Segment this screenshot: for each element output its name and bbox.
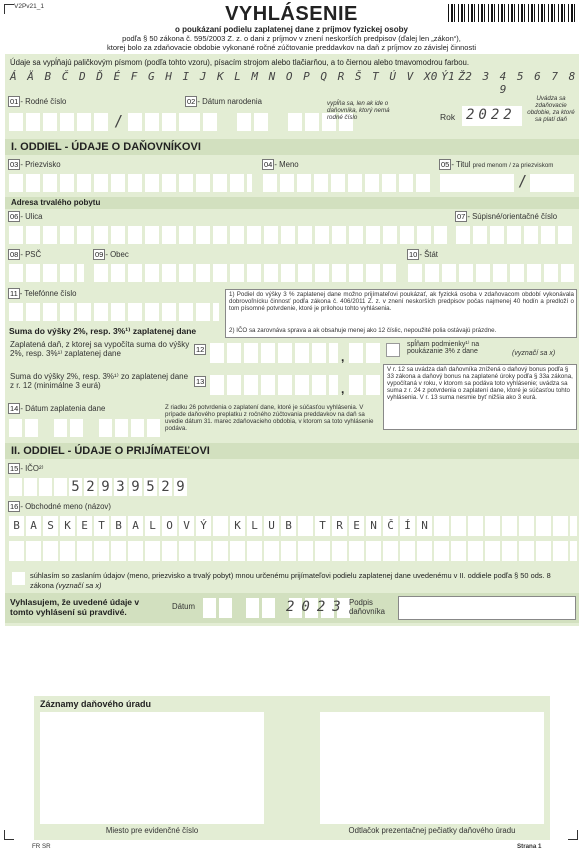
- company-name-char: N: [370, 519, 377, 532]
- address-title: Adresa trvalého pobytu: [5, 197, 579, 209]
- company-name-char: T: [98, 519, 105, 532]
- ico-digit-box[interactable]: 2: [159, 478, 172, 496]
- field-06-label: 06 - Ulica: [10, 212, 43, 221]
- company-name-char: Č: [387, 519, 394, 532]
- field-05-label: 05 - Titul pred menom / za priezviskom: [441, 160, 554, 169]
- field-04-label: 04 - Meno: [264, 160, 299, 169]
- surname-input[interactable]: [9, 174, 252, 192]
- ico-digit-box[interactable]: [39, 478, 52, 496]
- company-name-char: R: [336, 519, 343, 532]
- field-15-label: 15 - IČO²⁾: [10, 464, 44, 473]
- title-slash: /: [518, 172, 528, 190]
- ico-digit-box[interactable]: [9, 478, 22, 496]
- field-11-label: 11 - Telefónne číslo: [10, 289, 77, 298]
- ico-digit-box[interactable]: [54, 478, 67, 496]
- tax-paid-comma: ,: [341, 350, 345, 364]
- footer-left: FR SR: [32, 843, 51, 850]
- ico-digit-box[interactable]: 5: [144, 478, 157, 496]
- signature-label: Podpis daňovníka: [349, 598, 385, 616]
- sum-share-input[interactable]: [210, 375, 338, 395]
- ico-digit-box[interactable]: 3: [114, 478, 127, 496]
- payment-date-input[interactable]: [9, 419, 160, 437]
- field-09-label: 09 - Obec: [95, 250, 129, 259]
- three-percent-label: spĺňam podmienky¹⁾ na poukázanie 3% z dane: [407, 341, 480, 355]
- subtitle: o poukázaní podielu zaplatenej dane z príjmov fyzickej osoby: [175, 25, 408, 34]
- form-code: V2Pv21_1: [14, 3, 44, 10]
- barcode: [448, 4, 576, 22]
- sum-share-label: Suma do výšky 2%, resp. 3%¹⁾ zo zaplatenej dane z r. 12 (minimálne 3 eurá): [10, 372, 189, 390]
- registration-number-box[interactable]: [40, 712, 264, 824]
- company-name-char: B: [13, 519, 20, 532]
- footnote-2: 2) IČO sa zarovnáva sprava a ak obsahuje menej ako 12 číslic, nepoužité polia ostávajú prázdne.: [229, 327, 497, 334]
- company-name-char: L: [251, 519, 258, 532]
- company-name-char: E: [353, 519, 360, 532]
- footnote-1: 1) Podiel do výšky 3 % zaplatenej dane možno prijímateľovi poukázať, ak fyzická osoba v zdaňovacom období vykonávala dobrovoľnícku činnosť podľa zákona č. 406/2011 Z. z. v znení neskorších predpisov počas najmenej 40 hodín a predloží o tom písomné potvrdenie, ktoré je prílohou tohto vyhlásenia.: [229, 291, 574, 312]
- company-name-char: S: [47, 519, 54, 532]
- phone-input[interactable]: [9, 303, 219, 321]
- company-name-char: U: [268, 519, 275, 532]
- three-percent-checkbox[interactable]: [386, 343, 400, 357]
- company-name-char: Í: [404, 519, 411, 532]
- year-note: Uvádza sa zdaňovacie obdobie, za ktoré sa platí daň: [527, 95, 575, 123]
- ico-digit-box[interactable]: [24, 478, 37, 496]
- ico-digit-box[interactable]: 9: [129, 478, 142, 496]
- corner-mark-br: [568, 830, 578, 840]
- company-name-char: O: [166, 519, 173, 532]
- field-03-label: 03 - Priezvisko: [10, 160, 61, 169]
- field-12-number: 12: [196, 345, 205, 354]
- year-label: Rok: [440, 112, 456, 122]
- year-value: 2022: [466, 107, 516, 123]
- declaration-year: 2023: [286, 599, 348, 615]
- tax-paid-label: Zaplatená daň, z ktorej sa vypočíta suma do výšky 2%, resp. 3%¹⁾ zaplatenej dane: [10, 340, 190, 358]
- tax-paid-input[interactable]: [210, 343, 338, 363]
- company-name-char: A: [30, 519, 37, 532]
- sum-share-comma: ,: [341, 382, 345, 396]
- three-percent-note: (vyznačí sa x): [512, 350, 556, 357]
- birth-number-input-b[interactable]: [128, 113, 193, 131]
- consent-checkbox[interactable]: [12, 572, 25, 585]
- company-name-char: K: [234, 519, 241, 532]
- title-before-input[interactable]: [440, 174, 514, 192]
- office-title: Záznamy daňového úradu: [40, 699, 152, 709]
- first-name-input[interactable]: [263, 174, 430, 192]
- birth-number-slash: /: [114, 112, 124, 130]
- field-10-label: 10 - Štát: [409, 250, 438, 259]
- instructions-text: Údaje sa vypĺňajú paličkovým písmom (podľa tohto vzoru), písacím strojom alebo tlačiarňou, a to čiernou alebo tmavomodrou farbou.: [10, 58, 470, 67]
- declaration-text: Vyhlasujem, že uvedené údaje v tomto vyhlásení sú pravdivé.: [10, 597, 140, 617]
- sum-share-cents-input[interactable]: [349, 375, 380, 395]
- sample-digits: 0 1 2 3 4 5 6 7 8 9: [430, 70, 578, 96]
- footer-right: Strana 1: [517, 843, 542, 850]
- company-name-char: B: [115, 519, 122, 532]
- page-title: VYHLÁSENIE: [225, 3, 358, 25]
- postal-code-input[interactable]: [9, 264, 84, 282]
- field-13-number: 13: [196, 377, 205, 386]
- company-name-char: L: [149, 519, 156, 532]
- field-14-label: 14 - Dátum zaplatenia dane: [10, 404, 106, 413]
- company-name-char: T: [319, 519, 326, 532]
- ico-digit-box[interactable]: 5: [69, 478, 82, 496]
- field-02-label: 02 - Dátum narodenia: [187, 97, 262, 106]
- ico-digit-box[interactable]: 2: [84, 478, 97, 496]
- street-input[interactable]: [9, 226, 447, 244]
- stamp-box[interactable]: [320, 712, 544, 824]
- company-name-char: Ý: [200, 519, 207, 532]
- title-after-input[interactable]: [530, 174, 574, 192]
- company-name-char: B: [285, 519, 292, 532]
- birth-date-note: vypĺňa sa, len ak ide o daňovníka, ktorý nemá rodné číslo: [327, 100, 390, 121]
- birth-number-input-a[interactable]: [9, 113, 108, 131]
- house-number-input[interactable]: [456, 226, 574, 244]
- section-1-title: I. ODDIEL - ÚDAJE O DAŇOVNÍKOVI: [5, 139, 579, 155]
- field-08-label: 08 - PSČ: [10, 250, 42, 259]
- consent-text: súhlasím so zaslaním údajov (meno, priezvisko a trvalý pobyt) mnou určenému prijímateľovi podielu zaplatenej dane uvedenému v II. oddiele podľa § 50 ods. 8 zákona (vyznačí sa x): [30, 571, 551, 590]
- law-line-2: ktorej bolo za zdaňovacie obdobie vykonané ročné zúčtovanie preddavkov na daň z príjmov zo závislej činnosti: [107, 43, 476, 52]
- signature-box[interactable]: [398, 596, 576, 620]
- company-name-input-row2[interactable]: [9, 541, 577, 561]
- field-01-label: 01 - Rodné číslo: [10, 97, 67, 106]
- company-name-char: K: [64, 519, 71, 532]
- ico-digit-box[interactable]: 9: [99, 478, 112, 496]
- row12-note: V r. 12 sa uvádza daň daňovníka znížená o daňový bonus podľa § 33 zákona a daňový bonus na zaplatené úroky podľa § 33a zákona, vypočítaná v roku, v ktorom sa podáva toto vyhlásenie; uvádza sa suma z r. 24 z potvrdenia o zaplatení dane, ktoré je súčasťou tohto vyhlásenia. V r. 13 suma nesmie byť nižšia ako 3 eurá.: [387, 366, 573, 401]
- corner-mark-bl: [4, 830, 14, 840]
- declaration-date-label: Dátum: [172, 602, 195, 611]
- section-2-title: II. ODDIEL - ÚDAJE O PRIJÍMATEĽOVI: [5, 443, 579, 459]
- ico-input[interactable]: [9, 478, 187, 496]
- payment-date-note: Z riadku 26 potvrdenia o zaplatení dane, ktoré je súčasťou vyhlásenia. V prípade daňového preplatku z ročného zúčtovania preddavkov na daň sa uvedie dátum 31. marec zdaňovacieho obdobia, v ktorom sa toto vyhlásenie podáva.: [165, 404, 374, 432]
- stamp-caption: Odtlačok prezentačnej pečiatky daňového úradu: [348, 826, 516, 835]
- company-name-char: V: [183, 519, 190, 532]
- field-16-label: 16 - Obchodné meno (názov): [10, 502, 111, 511]
- company-name-char: N: [421, 519, 428, 532]
- registration-caption: Miesto pre evidenčné číslo: [105, 826, 199, 835]
- field-07-label: 07 - Súpisné/orientačné číslo: [457, 212, 558, 221]
- ico-digit-box[interactable]: 9: [174, 478, 187, 496]
- tax-paid-cents-input[interactable]: [349, 343, 380, 363]
- sample-letters: Á Ä B Č D Ď É F G H I J K L M N O P Q R Š T Ú V X Ý Ž: [10, 70, 467, 83]
- company-name-char: E: [81, 519, 88, 532]
- sum-title: Suma do výšky 2%, resp. 3%¹⁾ zaplatenej dane: [9, 326, 197, 336]
- company-name-char: A: [132, 519, 139, 532]
- law-line-1: podľa § 50 zákona č. 595/2003 Z. z. o dani z príjmov v znení neskorších predpisov (ďalej len „zákon“),: [122, 34, 461, 43]
- city-input[interactable]: [94, 264, 396, 282]
- country-input[interactable]: [408, 264, 574, 282]
